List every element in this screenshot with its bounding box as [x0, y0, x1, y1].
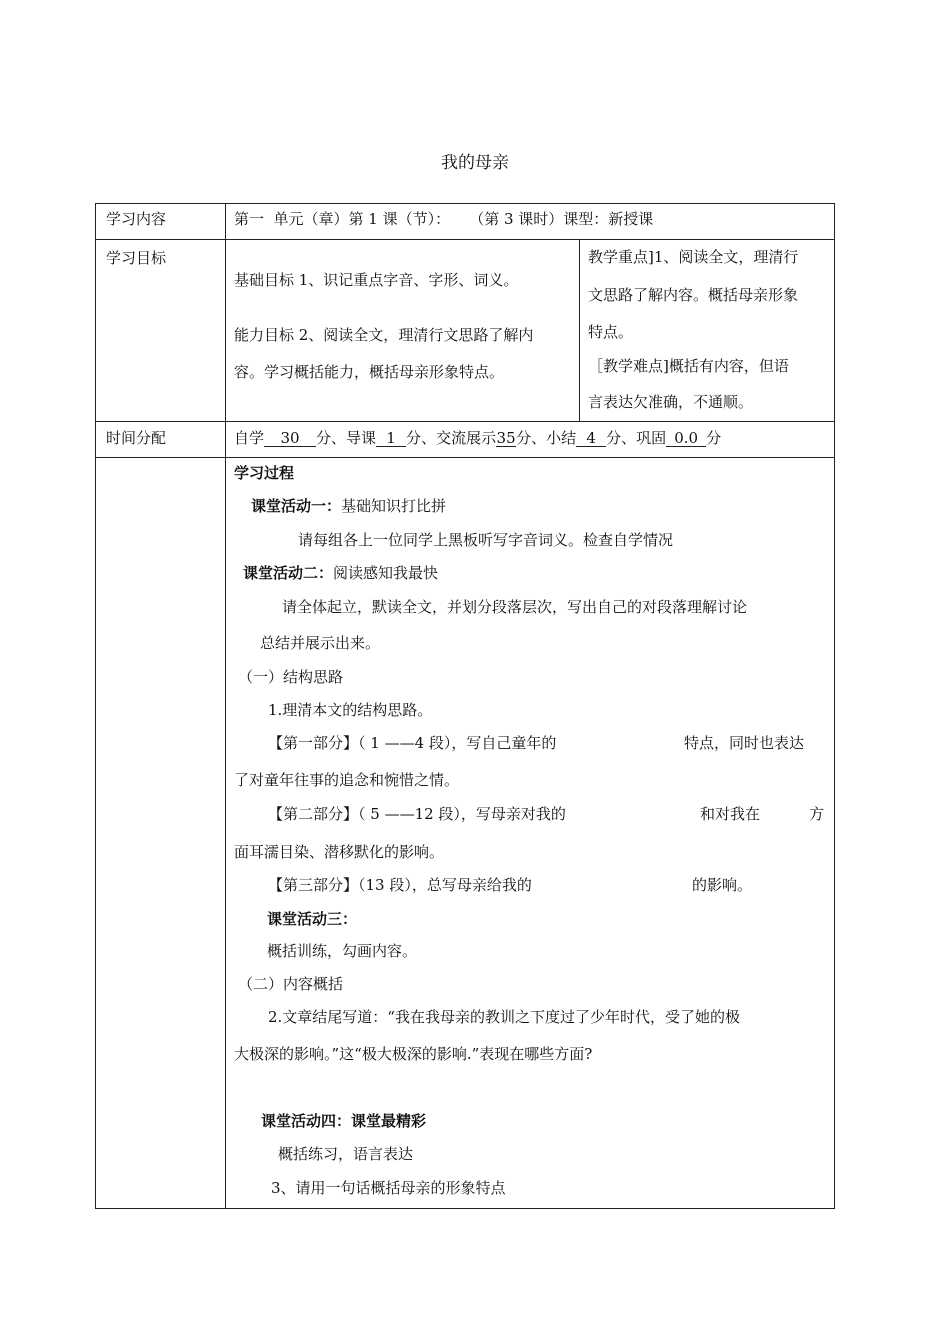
question-1: 1.理清本文的结构思路。	[268, 701, 433, 719]
time-unit: 分	[316, 429, 332, 447]
time-summary-label: 、小结	[531, 429, 577, 447]
time-guide-value: 1	[376, 430, 406, 447]
part-1-text: 特点，同时也表达	[684, 734, 805, 752]
time-unit: 分	[516, 429, 532, 447]
activity-2-desc: 请全体起立，默读全文，并划分段落层次，写出自己的对段落理解讨论	[282, 598, 748, 616]
table-border-left	[95, 203, 96, 1209]
part-1-text: 了对童年往事的追念和惋惜之情。	[234, 771, 460, 789]
activity-2	[243, 562, 438, 583]
teaching-difficulty-line: ［教学难点]概括有内容，但语	[588, 357, 789, 375]
part-2-text: 和对我在	[700, 805, 761, 823]
time-show-label: 、交流展示	[421, 429, 497, 447]
table-border-top	[95, 203, 835, 204]
row-label-time: 时间分配	[106, 429, 167, 447]
teaching-key-line: 特点。	[588, 323, 634, 341]
activity-2-desc: 总结并展示出来。	[260, 634, 381, 652]
activity-1-title: 课堂活动一：	[251, 497, 342, 515]
time-allocation	[234, 427, 721, 448]
time-review-value: 0.0	[666, 430, 706, 447]
row-divider	[95, 239, 835, 240]
activity-2-title: 课堂活动二：	[243, 564, 334, 582]
activity-1	[251, 495, 446, 516]
row-label-content: 学习内容	[106, 210, 167, 228]
activity-3-title: 课堂活动三：	[267, 910, 358, 928]
row-label-goals: 学习目标	[106, 249, 167, 267]
activity-2-text: 阅读感知我最快	[333, 564, 439, 582]
question-2: 大极深的影响。”这“极大极深的影响.”表现在哪些方面?	[234, 1045, 593, 1063]
time-unit: 分	[606, 429, 622, 447]
activity-3-desc: 概括训练，勾画内容。	[267, 942, 418, 960]
table-border-bottom	[95, 1208, 835, 1209]
question-2: 2.文章结尾写道：“我在我母亲的教训之下度过了少年时代，受了她的极	[268, 1008, 740, 1026]
goal-basic: 基础目标 1、识记重点字音、字形、词义。	[234, 271, 519, 289]
time-self-label: 自学	[234, 429, 265, 447]
time-review-label: 、巩固	[621, 429, 667, 447]
time-guide-label: 、导课	[331, 429, 377, 447]
part-2-text: 面耳濡目染、潜移默化的影响。	[234, 843, 445, 861]
part-3-text: 【第三部分】（13 段），总写母亲给我的	[268, 876, 532, 894]
teaching-key-line: 文思路了解内容。概括母亲形象	[588, 286, 799, 304]
column-divider	[225, 203, 226, 1209]
teaching-key-line: 教学重点]1、阅读全文，理清行	[588, 248, 799, 266]
section-summary: （二）内容概括	[238, 975, 344, 993]
table-border-right	[834, 203, 835, 1209]
row-divider	[95, 421, 835, 422]
section-structure: （一）结构思路	[238, 668, 344, 686]
content-value: 第一 单元（章）第 1 课（节）： （第 3 课时）课型：新授课	[234, 210, 654, 228]
time-self-value: 30	[264, 430, 316, 447]
teaching-difficulty-line: 言表达欠准确，不通顺。	[588, 393, 754, 411]
process-heading: 学习过程	[234, 464, 295, 482]
part-1-text: 【第一部分】（ 1 ——4 段），写自己童年的	[268, 734, 557, 752]
lesson-plan-table	[95, 203, 835, 1209]
activity-4-title: 课堂活动四：课堂最精彩	[261, 1112, 427, 1130]
column-divider-goals	[579, 239, 580, 421]
time-summary-value: 4	[576, 430, 606, 447]
goal-ability-line: 容。学习概括能力，概括母亲形象特点。	[234, 363, 505, 381]
activity-1-desc: 请每组各上一位同学上黑板听写字音词义。检查自学情况	[298, 531, 674, 549]
time-unit: 分	[406, 429, 422, 447]
row-divider	[95, 457, 835, 458]
page-title: 我的母亲	[441, 153, 509, 173]
part-2-text: 【第二部分】（ 5 ——12 段），写母亲对我的	[268, 805, 566, 823]
question-3: 3、请用一句话概括母亲的形象特点	[271, 1179, 506, 1197]
time-show-value: 35	[496, 429, 516, 447]
part-2-text: 方	[809, 805, 825, 823]
activity-4-desc: 概括练习，语言表达	[278, 1145, 414, 1163]
time-unit: 分	[706, 429, 722, 447]
part-3-text: 的影响。	[692, 876, 753, 894]
activity-1-text: 基础知识打比拼	[341, 497, 447, 515]
goal-ability-line: 能力目标 2、阅读全文，理清行文思路了解内	[234, 326, 534, 344]
